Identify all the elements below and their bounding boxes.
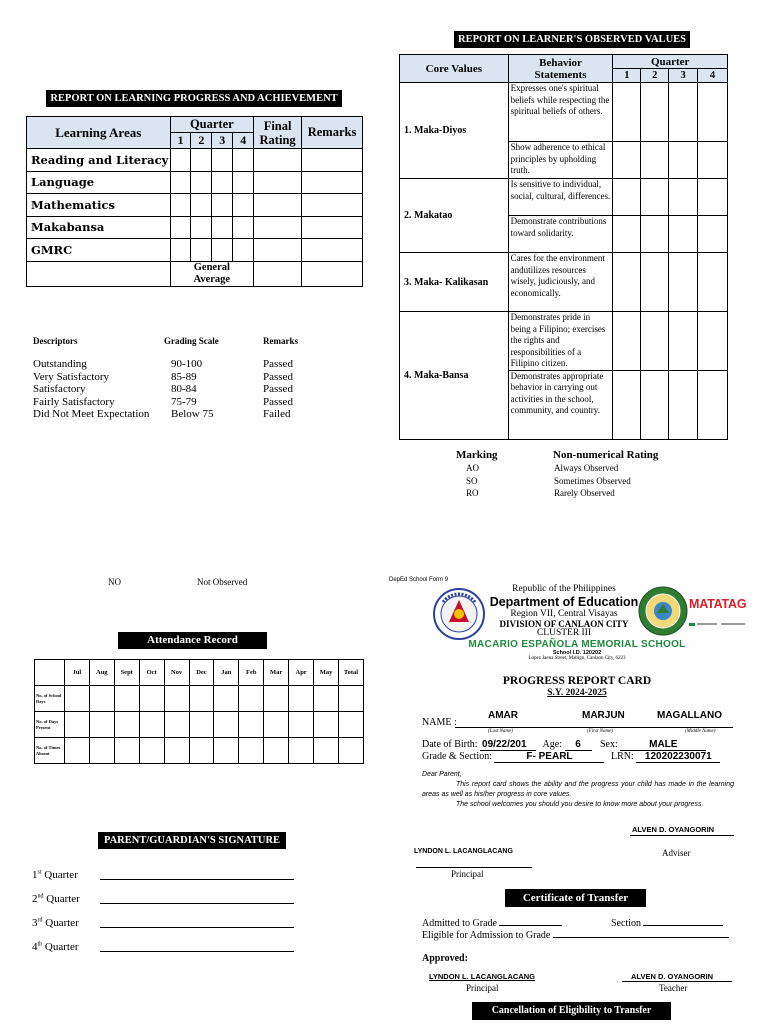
value-rating-cell[interactable] (613, 312, 641, 371)
month-header: Feb (239, 660, 264, 686)
grade-cell[interactable] (170, 171, 191, 194)
grade-row (422, 751, 720, 763)
grade-cell[interactable] (302, 194, 363, 217)
age-value[interactable]: 6 (565, 739, 592, 751)
col-core-values: Core Values (400, 55, 509, 83)
grade-cell[interactable] (191, 216, 212, 239)
quarter-suffix: nd (37, 893, 44, 900)
quarter-num: 1 (32, 869, 38, 881)
attendance-cell[interactable] (314, 738, 339, 764)
grade-cell[interactable] (302, 149, 363, 172)
col-remarks: Remarks (302, 117, 363, 149)
behavior-statement: Expresses one's spiritual beliefs while respecting the spiritual beliefs of others. (508, 83, 613, 142)
table-row (27, 239, 363, 262)
marking-legend (440, 449, 740, 501)
attendance-cell[interactable] (289, 686, 314, 712)
core-value-name: 3. Maka- Kalikasan (400, 253, 509, 312)
grade-cell[interactable] (212, 216, 233, 239)
middle-name-caption: (Middle Name) (685, 729, 716, 734)
scale-row (33, 358, 333, 371)
quarter-num: 3 (32, 917, 38, 929)
attendance-cell[interactable] (214, 712, 239, 738)
attendance-cell[interactable] (239, 686, 264, 712)
value-rating-cell[interactable] (613, 83, 641, 142)
grade-cell[interactable] (233, 239, 254, 262)
general-average-remarks[interactable] (302, 261, 363, 286)
marking-row (440, 463, 740, 476)
core-value-name: 4. Maka-Bansa (400, 312, 509, 440)
marking-not-observed: Not Observed (197, 577, 248, 587)
scale-descriptor: Did Not Meet Expectation (33, 408, 150, 421)
certificate-title: Certificate of Transfer (505, 889, 646, 907)
attendance-cell[interactable] (189, 738, 214, 764)
grade-cell[interactable] (233, 149, 254, 172)
col-quarter: Quarter (170, 117, 254, 133)
first-name-caption: (First Name) (587, 729, 613, 734)
scale-remarks: Passed (263, 383, 293, 396)
quarter-word: Quarter (43, 893, 80, 905)
attendance-cell[interactable] (164, 738, 189, 764)
quarter-word: Quarter (42, 917, 79, 929)
attendance-corner (35, 660, 65, 686)
behavior-statement: Is sensitive to individual, social, cultural, differences. (508, 179, 613, 216)
value-rating-cell[interactable] (669, 370, 698, 439)
scale-descriptor: Very Satisfactory (33, 370, 110, 383)
h-non-numerical-rating: Non-numerical Rating (553, 449, 659, 461)
subject-name: Language (27, 171, 171, 194)
adviser-name: ALVEN D. OYANGORIN (632, 825, 715, 834)
month-header: Aug (89, 660, 114, 686)
scale-descriptor: Outstanding (33, 358, 87, 370)
quarter-3: 3 (212, 133, 233, 149)
observed-values-table (399, 54, 728, 440)
value-rating-cell[interactable] (669, 216, 698, 253)
quarter-word: Quarter (41, 869, 78, 881)
value-rating-cell[interactable] (698, 370, 728, 439)
attendance-cell[interactable] (139, 738, 164, 764)
table-row (27, 149, 363, 172)
value-rating-cell[interactable] (641, 312, 669, 371)
month-header: Sept (114, 660, 139, 686)
quarter-suffix: th (37, 941, 43, 948)
value-rating-cell[interactable] (698, 179, 728, 216)
grade-cell[interactable] (191, 171, 212, 194)
cluster-text: CLUSTER III (536, 627, 592, 638)
attendance-cell[interactable] (289, 712, 314, 738)
col-behavior-statements: Behavior Statements (508, 55, 613, 83)
signature-row (32, 941, 302, 965)
behavior-statement: Show adherence to ethical principles by upholding truth. (508, 142, 613, 179)
adviser-line (630, 835, 734, 836)
attendance-cell[interactable] (264, 712, 289, 738)
signature-row (32, 893, 302, 917)
quarter-num: 2 (32, 893, 38, 905)
grading-scale (33, 336, 333, 421)
attendance-cell[interactable] (214, 686, 239, 712)
month-header: Mar (264, 660, 289, 686)
scale-remarks: Failed (263, 408, 291, 421)
signature-quarter-label (32, 941, 79, 953)
attendance-cell[interactable] (264, 686, 289, 712)
marking-row (440, 488, 740, 501)
grade-cell[interactable] (170, 149, 191, 172)
attendance-cell[interactable] (338, 712, 363, 738)
scale-row (33, 371, 333, 384)
table-row (400, 179, 728, 216)
month-header: Jan (214, 660, 239, 686)
signature-quarter-label (32, 893, 80, 905)
attendance-cell[interactable] (139, 712, 164, 738)
dob-value[interactable]: 09/22/201 (480, 739, 536, 751)
dear-parent: Dear Parent, (422, 771, 462, 778)
value-rating-cell[interactable] (698, 216, 728, 253)
grade-cell[interactable] (254, 171, 302, 194)
scale-row (33, 408, 333, 421)
school-name: MACARIO ESPAÑOLA MEMORIAL SCHOOL (468, 639, 686, 650)
letter-p1: This report card shows the ability and the progress your child has made in the learning areas as well as his/her progress in core values. (422, 781, 734, 798)
attendance-cell[interactable] (189, 712, 214, 738)
sex-value[interactable]: MALE (620, 739, 706, 751)
scale-grade: 90-100 (171, 358, 203, 370)
col-final-rating: Final Rating (254, 117, 302, 149)
scale-remarks: Passed (263, 370, 293, 383)
deped-seal-icon (433, 588, 485, 640)
value-rating-cell[interactable] (641, 83, 669, 142)
subject-name: Reading and Literacy (27, 149, 171, 172)
value-rating-cell[interactable] (613, 216, 641, 253)
school-year: S.Y. 2024-2025 (547, 688, 607, 698)
values-quarter-4: 4 (698, 69, 728, 83)
admitted-label: Admitted to Grade (422, 918, 497, 929)
grade-cell[interactable] (191, 194, 212, 217)
grade-cell[interactable] (254, 216, 302, 239)
col-learning-areas: Learning Areas (27, 117, 171, 149)
signature-line[interactable] (100, 927, 294, 928)
table-row (400, 83, 728, 142)
attendance-cell[interactable] (214, 738, 239, 764)
principal-name: LYNDON L. LACANGLACANG (414, 848, 513, 855)
table-row (400, 312, 728, 371)
quarter-num: 4 (32, 941, 38, 953)
grade-label: Grade & Section: (422, 751, 492, 762)
marking-rating: Rarely Observed (554, 488, 615, 498)
quarter-2: 2 (191, 133, 212, 149)
attendance-cell[interactable] (64, 738, 89, 764)
form-label: DepEd School Form 9 (389, 577, 449, 583)
behavior-statement: Demonstrate contributions toward solidarity. (508, 216, 613, 253)
marking-code: RO (466, 488, 479, 498)
scale-descriptor: Satisfactory (33, 383, 86, 396)
region-text: Region VII, Central Visayas (510, 609, 618, 619)
attendance-cell[interactable] (139, 686, 164, 712)
table-row (35, 738, 364, 764)
quarter-4: 4 (233, 133, 254, 149)
attendance-cell[interactable] (338, 686, 363, 712)
attendance-cell[interactable] (89, 712, 114, 738)
scale-descriptor: Fairly Satisfactory (33, 395, 115, 408)
grade-cell[interactable] (191, 239, 212, 262)
attendance-row-label: No. of Times Absent (35, 738, 65, 764)
republic-text: Republic of the Philippines (512, 584, 616, 594)
value-rating-cell[interactable] (641, 216, 669, 253)
table-row (35, 712, 364, 738)
signature-quarter-label (32, 917, 79, 929)
attendance-cell[interactable] (314, 686, 339, 712)
marking-rating: Always Observed (554, 463, 619, 473)
name-line (455, 727, 733, 728)
principal-label-2: Principal (466, 983, 499, 993)
middle-name[interactable]: MAGALLANO (657, 710, 722, 721)
value-rating-cell[interactable] (669, 312, 698, 371)
attendance-row-label: No. of Days Present (35, 712, 65, 738)
grade-cell[interactable] (212, 149, 233, 172)
general-average-blank (27, 261, 171, 286)
admitted-field[interactable] (499, 916, 562, 926)
h-remarks: Remarks (263, 336, 298, 346)
scale-row (33, 396, 333, 409)
grade-cell[interactable] (191, 149, 212, 172)
signature-line[interactable] (100, 879, 294, 880)
attendance-cell[interactable] (314, 712, 339, 738)
attendance-cell[interactable] (239, 738, 264, 764)
h-descriptors: Descriptors (33, 336, 78, 346)
matatag-sub-icon (689, 612, 749, 618)
school-address: Lopez Jaena Street, Mabigo, Canlaon City, 6223 (528, 656, 626, 662)
adviser-label: Adviser (662, 848, 691, 858)
parent-signature-rows (32, 869, 302, 965)
value-rating-cell[interactable] (641, 253, 669, 312)
value-rating-cell[interactable] (669, 142, 698, 179)
value-rating-cell[interactable] (669, 253, 698, 312)
letter-p2: The school welcomes you should you desire to know more about your progress. (456, 801, 704, 808)
principal-line (416, 867, 532, 868)
subject-name: Makabansa (27, 216, 171, 239)
value-rating-cell[interactable] (641, 142, 669, 179)
grade-cell[interactable] (212, 239, 233, 262)
subject-name: Mathematics (27, 194, 171, 217)
value-rating-cell[interactable] (613, 179, 641, 216)
grade-cell[interactable] (233, 216, 254, 239)
marking-no: NO (108, 577, 121, 587)
last-name[interactable]: AMAR (488, 710, 518, 721)
dob-row (422, 739, 706, 751)
lrn-label: LRN: (610, 751, 634, 762)
table-row (35, 686, 364, 712)
scale-grade: 75-79 (171, 395, 197, 408)
observed-values-title: REPORT ON LEARNER'S OBSERVED VALUES (454, 31, 690, 48)
values-quarter-3: 3 (669, 69, 698, 83)
principal-name-2: LYNDON L. LACANGLACANG (429, 972, 535, 981)
parent-signature-title: PARENT/GUARDIAN'S SIGNATURE (98, 832, 286, 849)
marking-code: AO (466, 463, 479, 473)
marking-code: SO (466, 475, 478, 486)
age-label: Age: (542, 739, 562, 750)
month-header: Apr (289, 660, 314, 686)
table-row (27, 171, 363, 194)
grade-cell[interactable] (233, 171, 254, 194)
card-title: PROGRESS REPORT CARD (502, 675, 652, 687)
h-grading-scale: Grading Scale (164, 336, 219, 346)
school-seal-icon (638, 586, 688, 636)
values-quarter-1: 1 (613, 69, 641, 83)
attendance-cell[interactable] (264, 738, 289, 764)
attendance-row-label: No. of School Days (35, 686, 65, 712)
attendance-cell[interactable] (289, 738, 314, 764)
grade-value[interactable]: F- PEARL (494, 751, 604, 763)
values-quarter-2: 2 (641, 69, 669, 83)
attendance-cell[interactable] (114, 686, 139, 712)
signature-row (32, 917, 302, 941)
attendance-cell[interactable] (64, 712, 89, 738)
first-name[interactable]: MARJUN (582, 710, 625, 721)
grade-cell[interactable] (302, 171, 363, 194)
grade-cell[interactable] (302, 239, 363, 262)
scale-grade: 80-84 (171, 383, 197, 396)
dob-label: Date of Birth: (422, 739, 478, 750)
month-header: Oct (139, 660, 164, 686)
grade-cell[interactable] (233, 194, 254, 217)
month-header: Total (338, 660, 363, 686)
month-header: Jul (64, 660, 89, 686)
attendance-cell[interactable] (89, 686, 114, 712)
learning-areas-table (26, 116, 363, 287)
eligible-label: Eligible for Admission to Grade (422, 930, 551, 941)
value-rating-cell[interactable] (613, 142, 641, 179)
section-label: Section (610, 918, 641, 929)
value-rating-cell[interactable] (613, 253, 641, 312)
scale-remarks: Passed (263, 358, 293, 370)
month-header: May (314, 660, 339, 686)
lrn-value[interactable]: 120202230071 (636, 751, 720, 763)
core-value-name: 1. Maka-Diyos (400, 83, 509, 179)
division-text: DIVISION OF CANLAON CITY (499, 618, 629, 629)
school-id: School I.D. 120202 (552, 649, 602, 656)
scale-row (33, 383, 333, 396)
quarter-word: Quarter (42, 941, 79, 953)
grade-cell[interactable] (212, 194, 233, 217)
value-rating-cell[interactable] (698, 312, 728, 371)
general-average-label: General Average (170, 261, 254, 286)
matatag-logo: MATATAG (689, 597, 747, 611)
approved-label: Approved: (422, 953, 468, 964)
grade-cell[interactable] (254, 149, 302, 172)
teacher-line (622, 981, 732, 982)
sex-label: Sex: (600, 739, 618, 750)
grade-cell[interactable] (170, 216, 191, 239)
h-marking: Marking (456, 449, 498, 461)
marking-row (440, 476, 740, 489)
cancellation-title: Cancellation of Eligibility to Transfer (472, 1002, 671, 1020)
value-rating-cell[interactable] (669, 179, 698, 216)
month-header: Nov (164, 660, 189, 686)
behavior-statement: Demonstrates pride in being a Filipino; exercises the rights and responsibilities of a Filipino citizen. (508, 312, 613, 371)
grade-cell[interactable] (254, 239, 302, 262)
name-label: NAME : (422, 717, 457, 728)
attendance-cell[interactable] (89, 738, 114, 764)
behavior-statement: Demonstrates appropriate behavior in carrying out activities in the school, community, and country. (508, 370, 613, 439)
grade-cell[interactable] (254, 194, 302, 217)
eligible-row (422, 928, 729, 941)
general-average-final[interactable] (254, 261, 302, 286)
learning-progress-title: REPORT ON LEARNING PROGRESS AND ACHIEVEMENT (46, 90, 342, 107)
teacher-label: Teacher (659, 983, 688, 993)
attendance-cell[interactable] (64, 686, 89, 712)
value-rating-cell[interactable] (613, 370, 641, 439)
table-row (27, 194, 363, 217)
attendance-cell[interactable] (189, 686, 214, 712)
attendance-cell[interactable] (114, 712, 139, 738)
attendance-cell[interactable] (239, 712, 264, 738)
value-rating-cell[interactable] (698, 142, 728, 179)
signature-row (32, 869, 302, 893)
grade-cell[interactable] (302, 216, 363, 239)
last-name-caption: (Last Name) (488, 729, 513, 734)
signature-line[interactable] (100, 903, 294, 904)
attendance-table (34, 659, 364, 764)
grade-cell[interactable] (212, 171, 233, 194)
value-rating-cell[interactable] (669, 83, 698, 142)
value-rating-cell[interactable] (641, 179, 669, 216)
scale-grade: Below 75 (171, 408, 214, 421)
teacher-name: ALVEN D. OYANGORIN (631, 972, 714, 981)
attendance-cell[interactable] (164, 686, 189, 712)
value-rating-cell[interactable] (698, 253, 728, 312)
attendance-title: Attendance Record (118, 632, 267, 649)
signature-line[interactable] (100, 951, 294, 952)
dept-text: Department of Education (489, 594, 639, 609)
quarter-suffix: rd (37, 917, 43, 924)
grade-cell[interactable] (170, 239, 191, 262)
section-field[interactable] (643, 916, 723, 926)
attendance-cell[interactable] (164, 712, 189, 738)
eligible-field[interactable] (553, 928, 729, 938)
col-values-quarter: Quarter (613, 55, 728, 69)
scale-remarks: Passed (263, 395, 293, 408)
quarter-1: 1 (170, 133, 191, 149)
attendance-cell[interactable] (338, 738, 363, 764)
grade-cell[interactable] (170, 194, 191, 217)
month-header: Dec (189, 660, 214, 686)
core-value-name: 2. Makatao (400, 179, 509, 253)
subject-name: GMRC (27, 239, 171, 262)
quarter-suffix: st (37, 869, 42, 876)
signature-quarter-label (32, 869, 78, 881)
attendance-cell[interactable] (114, 738, 139, 764)
principal-label: Principal (451, 869, 484, 879)
table-row (27, 216, 363, 239)
scale-grade: 85-89 (171, 370, 197, 383)
value-rating-cell[interactable] (641, 370, 669, 439)
value-rating-cell[interactable] (698, 83, 728, 142)
marking-rating: Sometimes Observed (554, 475, 631, 486)
behavior-statement: Cares for the environment andutilizes resources wisely, judiciously, and economically. (508, 253, 613, 312)
table-row (400, 253, 728, 312)
